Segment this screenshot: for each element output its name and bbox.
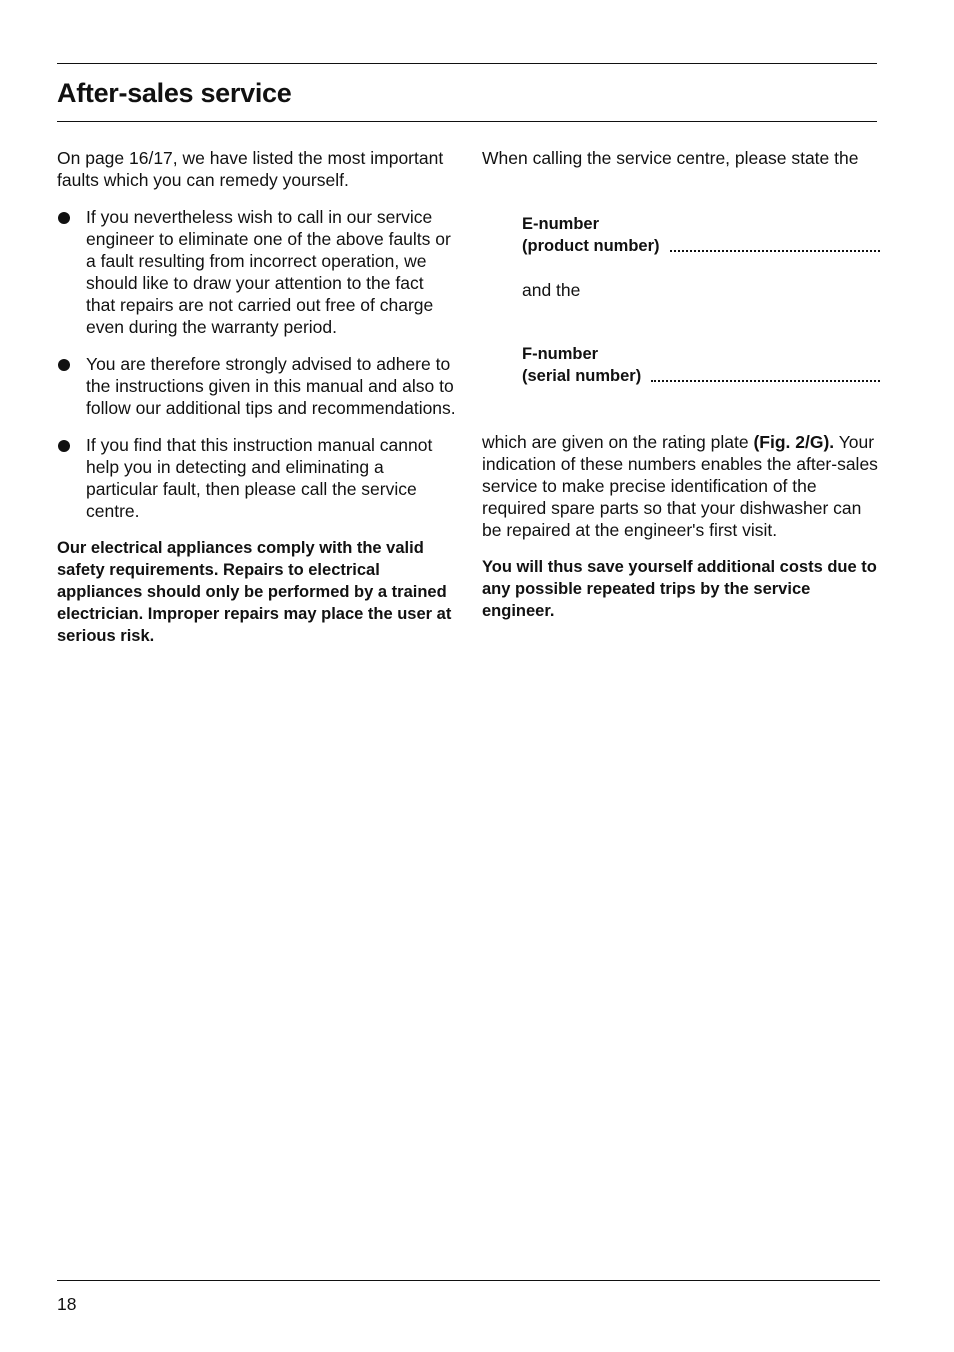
safety-warning: Our electrical appliances comply with the valid safety requirements. Repairs to electrical appliances should only be performed by a trained electrician. Improper repairs may place the user at serious risk. xyxy=(57,539,452,645)
closing-note: You will thus save yourself additional costs due to any possible repeated trips by the service engineer. xyxy=(482,558,877,620)
e-number-row xyxy=(522,235,880,257)
f-number-sublabel: (serial number) xyxy=(522,367,642,385)
e-number-fill-line xyxy=(670,250,881,252)
rating-plate-paragraph xyxy=(482,431,880,541)
bullet-text: If you find that this instruction manual cannot help you in detecting and eliminating a particular fault, then please call the service centre. xyxy=(86,435,433,521)
f-number-field xyxy=(522,343,880,387)
right-column xyxy=(482,147,880,622)
intro-paragraph: On page 16/17, we have listed the most important faults which you can remedy yourself. xyxy=(57,148,444,190)
list-item xyxy=(57,353,457,419)
figure-reference: (Fig. 2/G). xyxy=(753,432,835,452)
footer-rule xyxy=(57,1280,880,1281)
bullet-text: If you nevertheless wish to call in our service engineer to eliminate one of the above faults or a fault resulting from incorrect operation, we should like to draw your attention to the fact that repairs are not carried out free of charge even during the warranty period. xyxy=(86,207,451,337)
and-the-text: and the xyxy=(522,280,581,300)
top-rule xyxy=(57,63,877,64)
list-item xyxy=(57,434,457,522)
bullet-dot-icon xyxy=(58,212,70,224)
bullet-list xyxy=(57,206,457,522)
bullet-text: You are therefore strongly advised to adhere to the instructions given in this manual and also to follow our additional tips and recommendations. xyxy=(86,354,456,418)
e-number-sublabel: (product number) xyxy=(522,237,660,255)
rating-plate-lead: which are given on the rating plate xyxy=(482,432,749,452)
f-number-label: F-number xyxy=(522,345,599,363)
e-number-label: E-number xyxy=(522,215,600,233)
page-number: 18 xyxy=(57,1294,77,1314)
bullet-dot-icon xyxy=(58,440,70,452)
list-item xyxy=(57,206,457,338)
title-underline-rule xyxy=(57,121,877,122)
left-column xyxy=(57,147,457,647)
page-title: After-sales service xyxy=(57,78,292,108)
bullet-dot-icon xyxy=(58,359,70,371)
rating-plate-rest: Your indication of these numbers enables the after-sales service to make precise identification of the required spare parts so that your dishwasher can be repaired at the engineer's first visit. xyxy=(482,432,878,540)
e-number-field xyxy=(522,213,880,257)
f-number-fill-line xyxy=(651,380,880,382)
calling-intro: When calling the service centre, please state the xyxy=(482,148,859,168)
f-number-row xyxy=(522,365,880,387)
